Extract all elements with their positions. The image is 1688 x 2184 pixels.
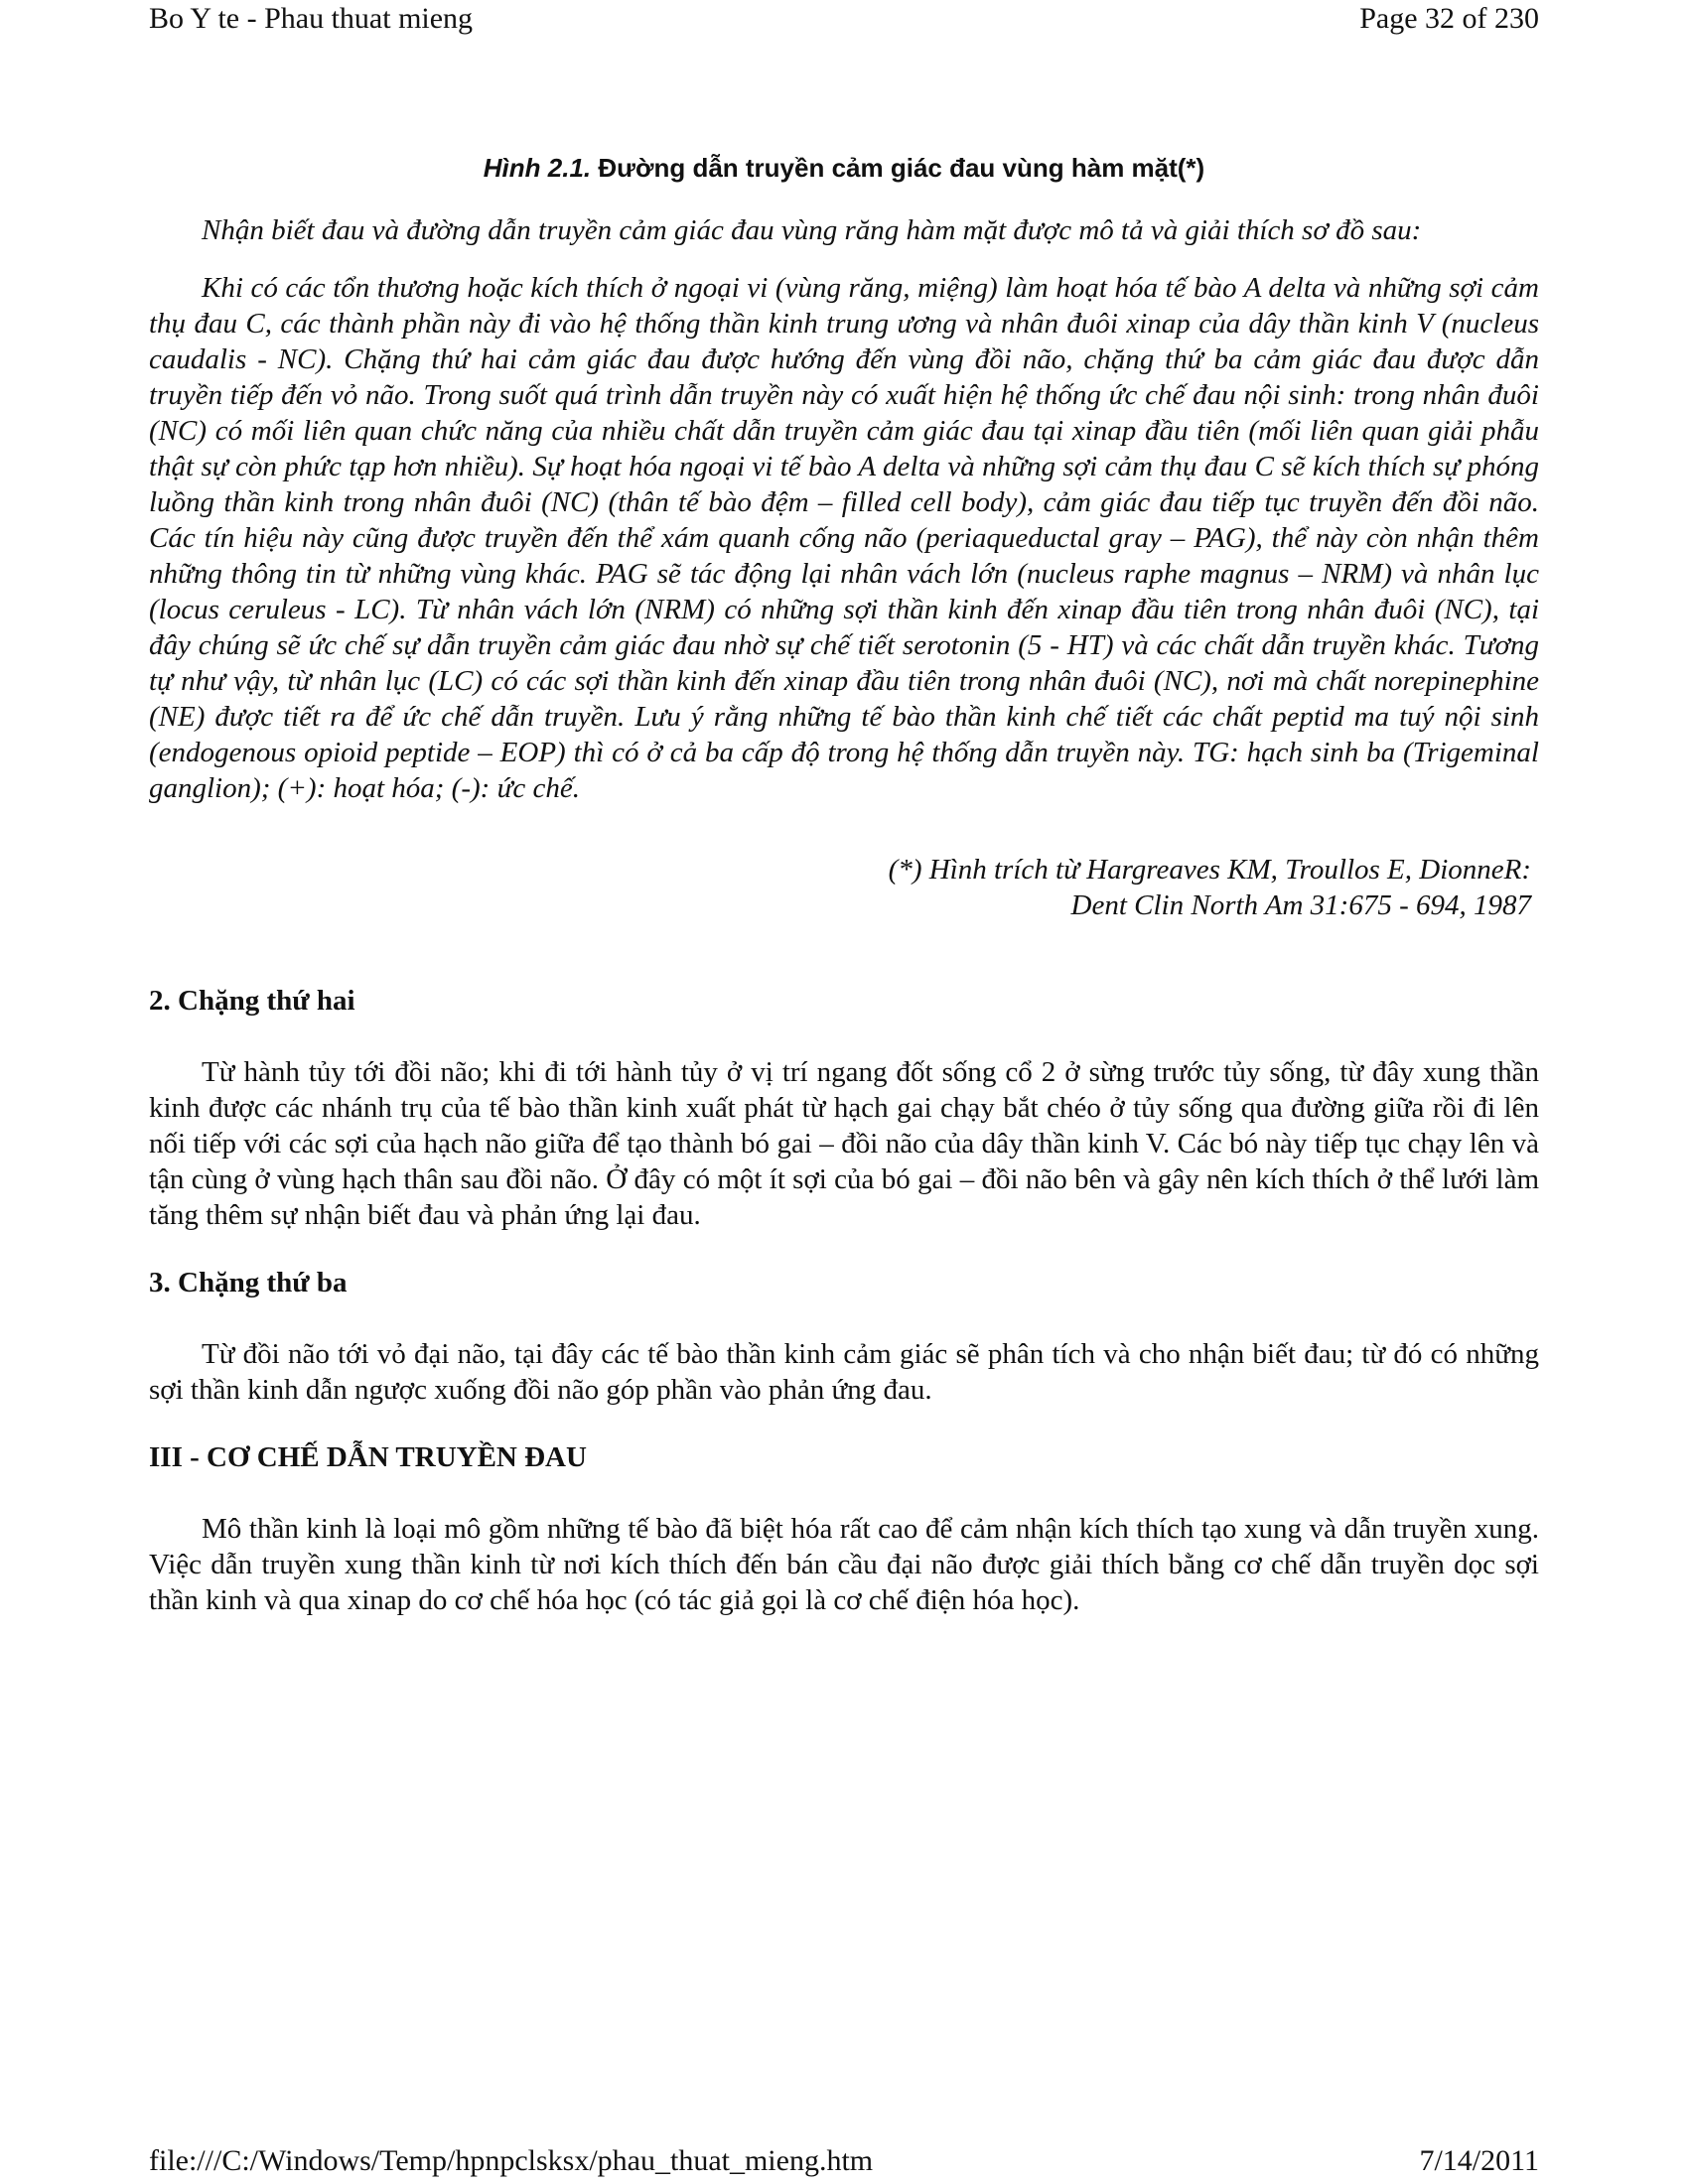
figure-citation <box>149 852 1539 923</box>
figure-caption <box>149 151 1539 185</box>
intro-paragraph: Nhận biết đau và đường dẫn truyền cảm giác đau vùng răng hàm mặt được mô tả và giải thích sơ đồ sau: <box>202 214 1422 246</box>
page-header-page-number: Page 32 of 230 <box>1359 2 1539 35</box>
page-footer-file-path: file:///C:/Windows/Temp/hpnpclsksx/phau_thuat_mieng.htm <box>149 2144 874 2177</box>
citation-line-2: Dent Clin North Am 31:675 - 694, 1987 <box>1070 889 1531 921</box>
section-2-paragraph: Từ hành tủy tới đồi não; khi đi tới hành tủy ở vị trí ngang đốt sống cổ 2 ở sừng trước tủy sống, từ đây xung thần kinh được các nhánh trụ của tế bào thần kinh xuất phát từ hạch gai chạy bắt chéo ở tủy sống qua đường giữa rồi đi lên nối tiếp với các sợi của hạch não giữa để tạo thành bó gai – đồi não của dây thần kinh V. Các bó này tiếp tục chạy lên và tận cùng ở vùng hạch thân sau đồi não. Ở đây có một ít sợi của bó gai – đồi não bên và gây nên kích thích ở thể lưới làm tăng thêm sự nhận biết đau và phản ứng lại đau. <box>149 1056 1539 1231</box>
figure-caption-label: Hình 2.1. <box>483 153 592 183</box>
figure-description-paragraph: Khi có các tổn thương hoặc kích thích ở ngoại vi (vùng răng, miệng) làm hoạt hóa tế bào A delta và những sợi cảm thụ đau C, các thành phần này đi vào hệ thống thần kinh trung ương và nhân đuôi xinap của dây thần kinh V (nucleus caudalis - NC). Chặng thứ hai cảm giác đau được hướng đến vùng đồi não, chặng thứ ba cảm giác đau được dẫn truyền tiếp đến vỏ não. Trong suốt quá trình dẫn truyền này có xuất hiện hệ thống ức chế đau nội sinh: trong nhân đuôi (NC) có mối liên quan chức năng của nhiều chất dẫn truyền cảm giác đau tại xinap đầu tiên (mối liên quan giải phẫu thật sự còn phức tạp hơn nhiều). Sự hoạt hóa ngoại vi tế bào A delta và những sợi cảm thụ đau C sẽ kích thích sự phóng luồng thần kinh trong nhân đuôi (NC) (thân tế bào đệm – filled cell body), cảm giác đau tiếp tục truyền đến đồi não. Các tín hiệu này cũng được truyền đến thể xám quanh cống não (periaqueductal gray – PAG), thể này còn nhận thêm những thông tin từ những vùng khác. PAG sẽ tác động lại nhân vách lớn (nucleus raphe magnus – NRM) và nhân lục (locus ceruleus - LC). Từ nhân vách lớn (NRM) có những sợi thần kinh đến xinap đầu tiên trong nhân đuôi (NC), tại đây chúng sẽ ức chế sự dẫn truyền cảm giác đau nhờ sự chế tiết serotonin (5 - HT) và các chất dẫn truyền khác. Tương tự như vậy, từ nhân lục (LC) có các sợi thần kinh đến xinap đầu tiên trong nhân đuôi (NC), nơi mà chất norepinephine (NE) được tiết ra để ức chế dẫn truyền. Lưu ý rằng những tế bào thần kinh chế tiết các chất peptid ma tuý nội sinh (endogenous opioid peptide – EOP) thì có ở cả ba cấp độ trong hệ thống dẫn truyền này. TG: hạch sinh ba (Trigeminal ganglion); (+): hoạt hóa; (-): ức chế. <box>149 272 1539 804</box>
section-iii-paragraph: Mô thần kinh là loại mô gồm những tế bào đã biệt hóa rất cao để cảm nhận kích thích tạo xung và dẫn truyền xung. Việc dẫn truyền xung thần kinh từ nơi kích thích đến bán cầu đại não được giải thích bằng cơ chế dẫn truyền dọc sợi thần kinh và qua xinap do cơ chế hóa học (có tác giả gọi là cơ chế điện hóa học). <box>149 1513 1539 1616</box>
section-3-paragraph: Từ đồi não tới vỏ đại não, tại đây các tế bào thần kinh cảm giác sẽ phân tích và cho nhận biết đau; từ đó có những sợi thần kinh dẫn ngược xuống đồi não góp phần vào phản ứng đau. <box>149 1338 1539 1406</box>
page-header-title: Bo Y te - Phau thuat mieng <box>149 2 474 35</box>
citation-line-1: (*) Hình trích từ Hargreaves KM, Troullos E, DionneR: <box>888 854 1531 886</box>
figure-caption-text: Đường dẫn truyền cảm giác đau vùng hàm mặt(*) <box>591 153 1205 183</box>
page-footer-date: 7/14/2011 <box>1419 2144 1539 2177</box>
section-2-heading: 2. Chặng thứ hai <box>149 985 355 1017</box>
document-body <box>149 139 1539 1618</box>
section-3-heading: 3. Chặng thứ ba <box>149 1267 348 1298</box>
section-iii-heading: III - CƠ CHẾ DẪN TRUYỀN ĐAU <box>149 1441 587 1473</box>
